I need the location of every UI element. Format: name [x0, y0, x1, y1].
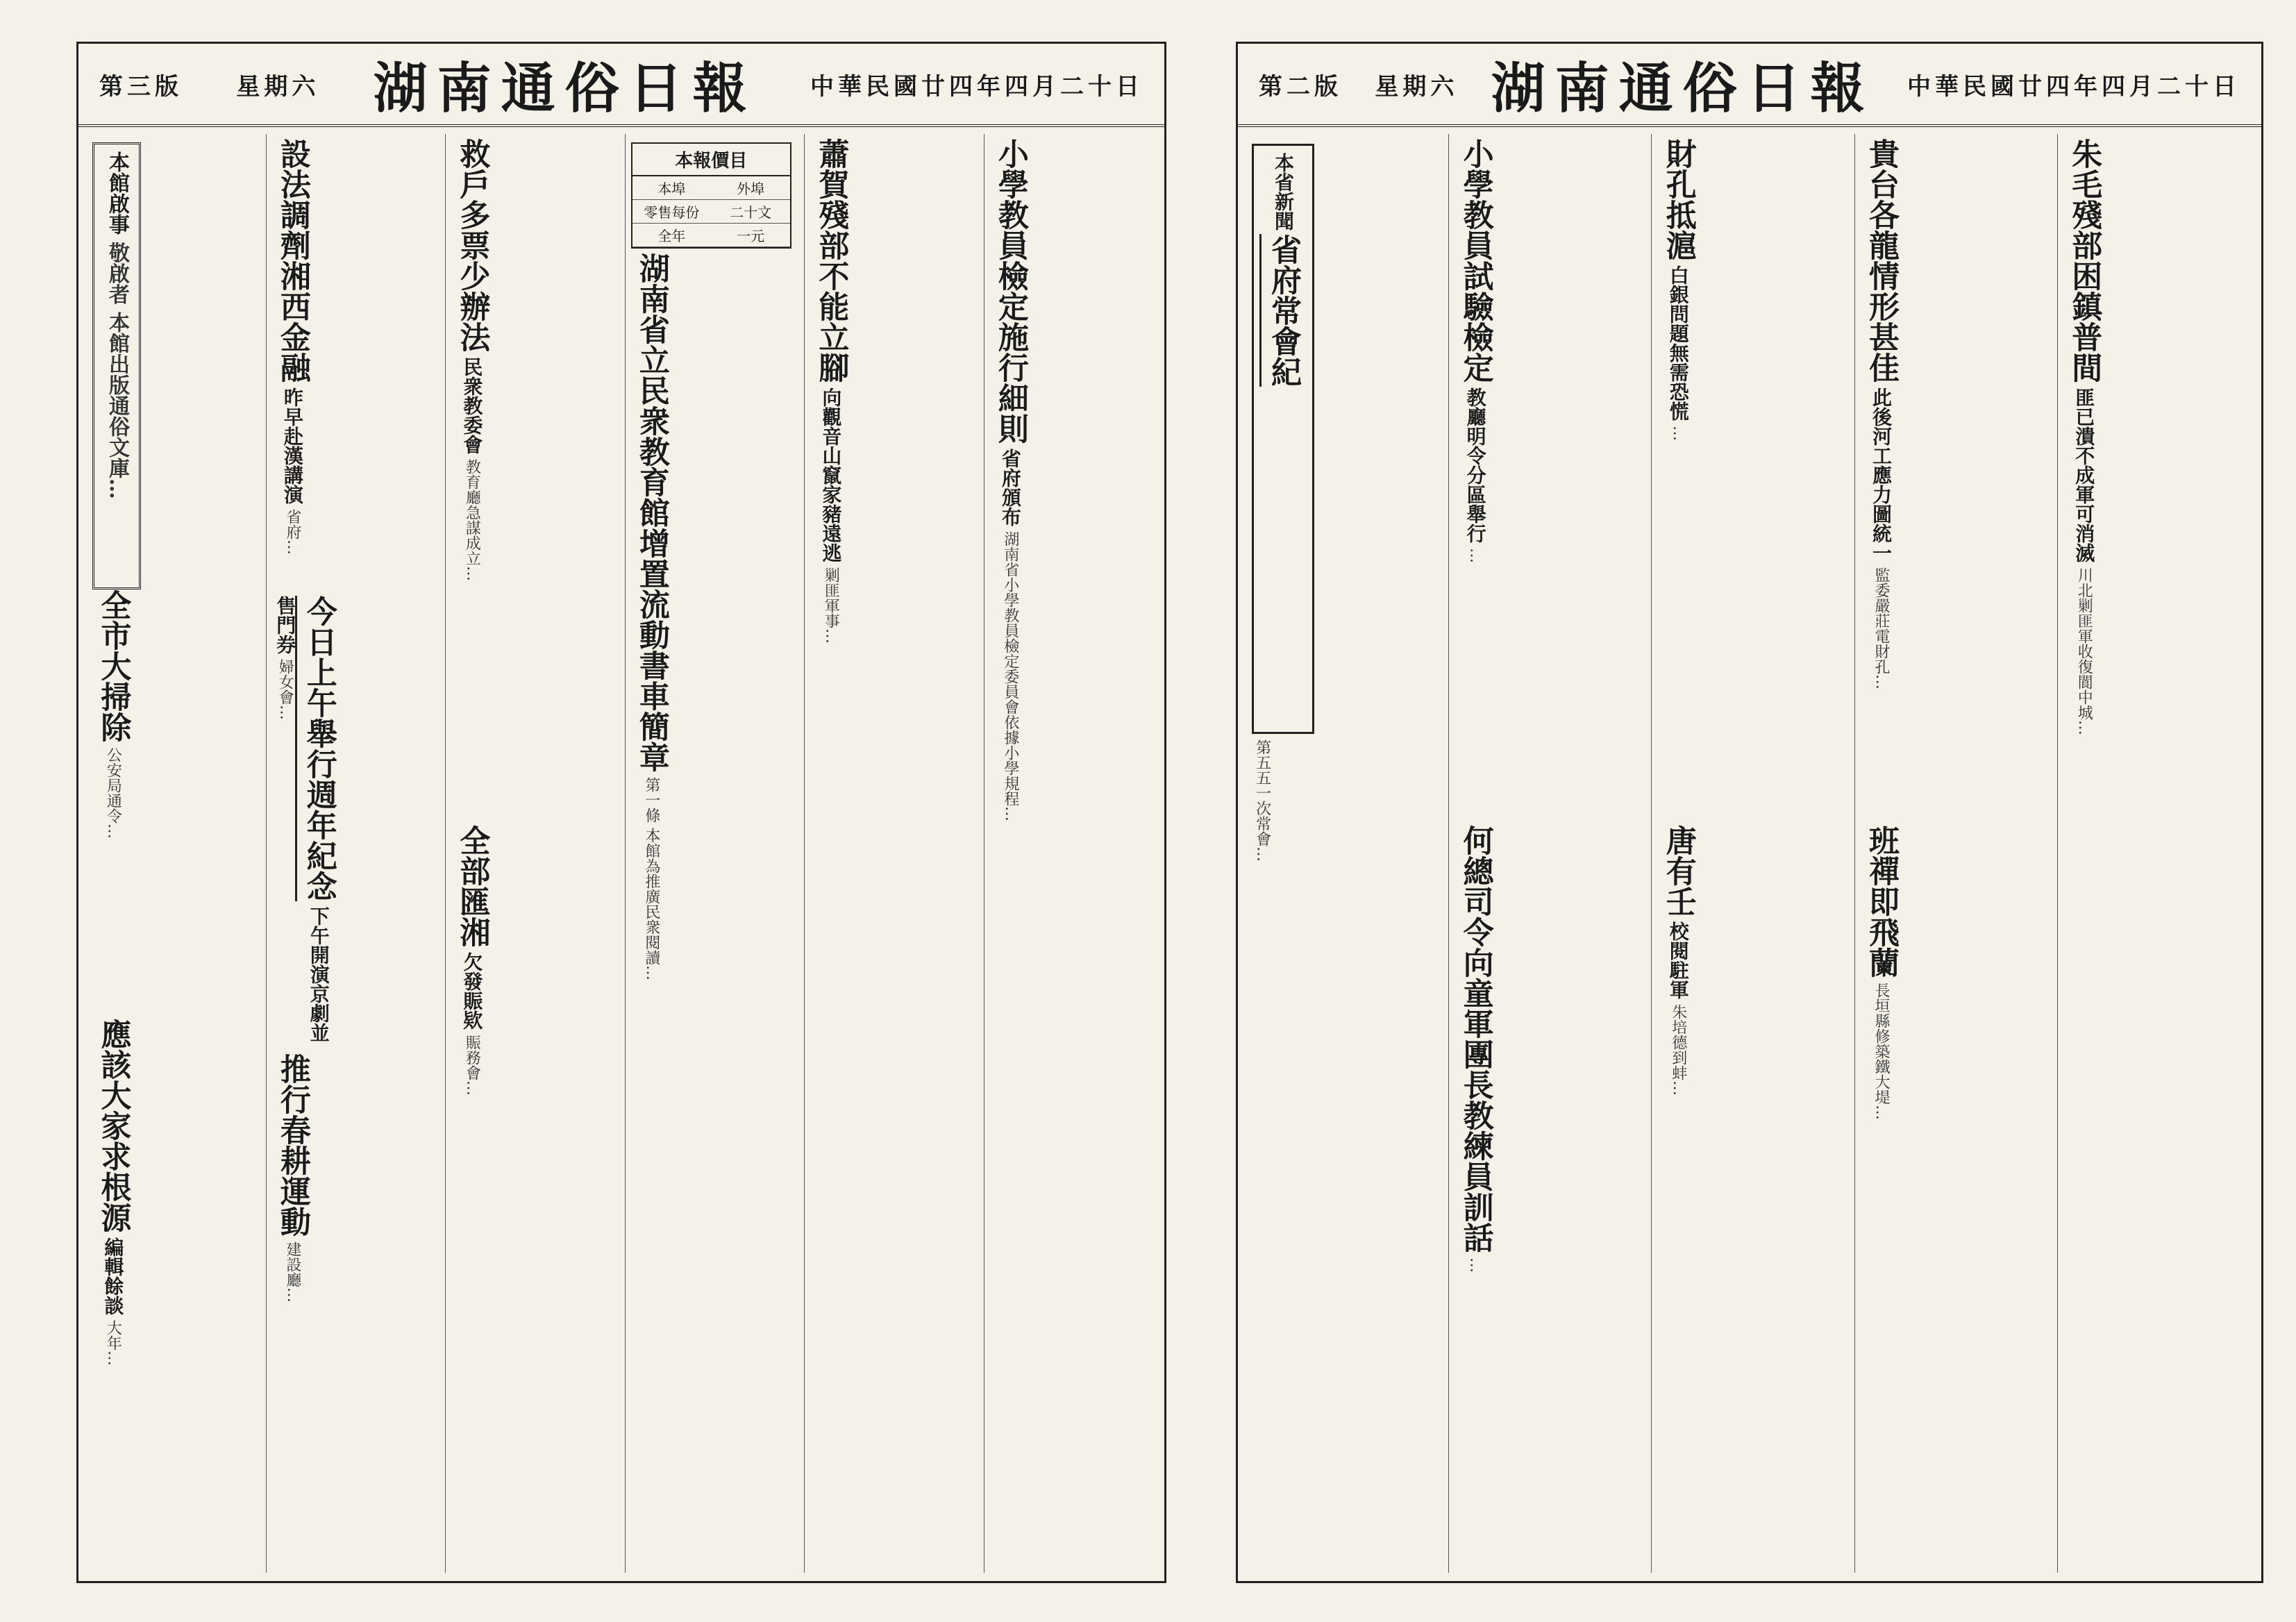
body-text: …: [1466, 548, 1484, 563]
subhead: 教廳明令分區舉行: [1464, 387, 1487, 543]
notice-body: 敬啟者 本館出版通俗文庫…: [105, 242, 129, 499]
body-text: 省府…: [283, 509, 301, 555]
body-text: 第一條 本館為推廣民衆閱讀…: [642, 777, 660, 980]
subhead: 向觀音山竄家豬遠逃: [819, 387, 843, 562]
headline: 全部匯湘: [451, 825, 489, 947]
article-right-2: [1861, 825, 1902, 1512]
left-page: [76, 42, 1166, 1583]
section-label: 本省新聞: [1271, 153, 1295, 231]
subhead: 民衆教委會: [460, 357, 484, 454]
body-text: …: [1669, 426, 1687, 441]
subhead: 校閱駐軍: [1666, 921, 1690, 999]
left-col-6: [87, 134, 259, 1573]
article-right-4: [1657, 825, 1698, 1512]
subhead: 白銀問題無需恐慌: [1666, 265, 1690, 421]
left-edition: 第三版: [99, 72, 183, 101]
body-text: 第五五一次常會…: [1253, 739, 1271, 862]
right-date: 中華民國廿四年四月二十日: [1907, 72, 2240, 101]
subhead: 欠發賑欵: [460, 951, 484, 1030]
table-row: [632, 200, 791, 224]
subhead: 省府頒布: [998, 449, 1022, 526]
table-cell: 本埠: [657, 181, 686, 197]
table-cell: 二十文: [730, 204, 772, 221]
article-left-3: [451, 138, 492, 825]
article-right-7: [1252, 739, 1273, 1541]
article-left-5: [272, 138, 313, 596]
headline: 小學教員檢定施行細則: [990, 138, 1028, 444]
right-col-1: [2057, 134, 2253, 1573]
body-text: 監委嚴莊電財孔…: [1872, 567, 1890, 689]
table-cell: 零售每份: [644, 204, 700, 221]
left-date: 中華民國廿四年四月二十日: [810, 72, 1143, 101]
price-table-title: 本報價目: [632, 144, 791, 176]
left-weekday: 星期六: [236, 72, 320, 101]
headline: 貴台各龍情形甚佳: [1861, 138, 1899, 383]
body-text: 賑務會…: [463, 1034, 481, 1096]
article-right-3: [1657, 138, 1698, 825]
body-text: 剿匪軍事…: [822, 567, 840, 644]
article-left-2: [631, 253, 672, 1326]
article-left-1: [810, 138, 851, 1569]
left-masthead: [78, 44, 1164, 127]
headline: 救戶多票少辦法: [451, 138, 489, 352]
headline: 省府常會紀: [1259, 234, 1301, 387]
headline: 應該大家求根源: [92, 1019, 131, 1232]
article-right-1: [1861, 138, 1902, 825]
headline: 唐有壬: [1657, 825, 1695, 917]
body-text: 大年…: [104, 1320, 122, 1366]
left-col-1: [984, 134, 1157, 1573]
table-row: [632, 176, 791, 200]
table-cell: 一元: [737, 228, 765, 244]
left-columns: [87, 134, 1156, 1573]
body-text: 長垣縣修築鐵大堤…: [1872, 982, 1890, 1120]
article-right-0: [2063, 138, 2104, 1569]
table-cell: 外埠: [737, 181, 765, 197]
body-text: 建設廳…: [283, 1241, 301, 1303]
body-text: 朱培德到蚌…: [1669, 1003, 1687, 1096]
subhead: 編輯餘談: [101, 1237, 125, 1315]
article-left-9: [92, 1019, 133, 1534]
article-left-0: [990, 138, 1031, 1569]
subhead: 昨早赴漢講演: [280, 387, 304, 504]
left-col-4: [445, 134, 618, 1573]
headline: 湖南省立民衆教育館增置流動書車簡章: [631, 253, 669, 772]
section-box-local-news: [1252, 144, 1314, 734]
subhead: 下午開演京劇並售門券: [274, 596, 330, 1043]
subhead: 匪已潰不成軍可消滅: [2072, 387, 2096, 562]
article-right-5: [1455, 138, 1495, 825]
right-newspaper-title: 湖南通俗日報: [1491, 57, 1875, 120]
article-left-6: [272, 596, 340, 1053]
notice-box: [92, 142, 141, 590]
body-text: 川北剿匪軍收復閬中城…: [2075, 567, 2093, 735]
headline: 推行春耕運動: [272, 1053, 310, 1237]
headline: 朱毛殘部困鎮普間: [2063, 138, 2102, 383]
article-right-6: [1455, 825, 1495, 1512]
left-col-3: [625, 134, 798, 1573]
article-left-7: [272, 1053, 313, 1511]
body-text: 婦女會…: [276, 659, 294, 721]
body-text: 教育廳急謀成立…: [463, 459, 481, 581]
subhead: 此後河工應力圖統一: [1869, 387, 1893, 562]
headline: 設法調劑湘西金融: [272, 138, 310, 383]
right-col-2: [1854, 134, 2050, 1573]
body-text: …: [1466, 1257, 1484, 1273]
right-page: [1236, 42, 2263, 1583]
headline: 小學教員試驗檢定: [1455, 138, 1493, 383]
table-cell: 全年: [657, 228, 686, 244]
headline: 財孔抵滬: [1657, 138, 1695, 260]
right-weekday: 星期六: [1375, 72, 1459, 101]
notice-title: 本館啟事: [105, 151, 129, 235]
left-col-2: [804, 134, 977, 1573]
headline: 全市大掃除: [92, 590, 131, 742]
headline: 今日上午舉行週年紀念: [295, 596, 337, 901]
left-col-5: [266, 134, 439, 1573]
price-table: [631, 142, 792, 249]
right-col-5: [1246, 134, 1441, 1573]
right-columns: [1246, 134, 2253, 1573]
body-text: 湖南省小學教員檢定委員會依據小學規程…: [1001, 531, 1019, 821]
headline: 班禪即飛蘭: [1861, 825, 1899, 978]
headline: 何總司令向童軍團長教練員訓話: [1455, 825, 1493, 1253]
left-newspaper-title: 湖南通俗日報: [373, 57, 757, 120]
right-col-3: [1651, 134, 1847, 1573]
right-col-4: [1448, 134, 1644, 1573]
right-edition: 第二版: [1259, 72, 1342, 101]
body-text: 公安局通令…: [104, 747, 122, 839]
article-left-4: [451, 825, 492, 1512]
headline: 蕭賀殘部不能立腳: [810, 138, 848, 383]
right-masthead: [1238, 44, 2261, 127]
article-left-8: [92, 590, 133, 1019]
table-row: [632, 224, 791, 247]
